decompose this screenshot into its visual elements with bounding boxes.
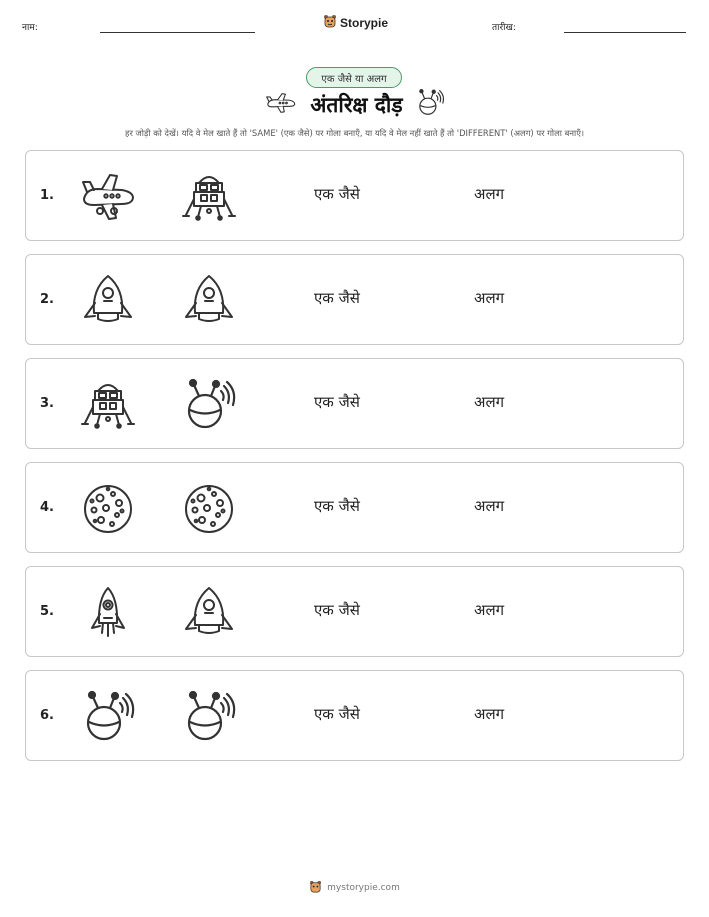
instructions: हर जोड़ी को देखें। यदि वे मेल खाते हैं तो 'SAME' (एक जैसे) पर गोला बनाएँ, या यदि वे मेल नहीं खाते हैं तो 'DIFFERENT' (अलग) पर गोला बनाएँ। [125, 128, 584, 138]
slim-rocket-icon [80, 585, 136, 641]
different-option[interactable]: अलग [474, 393, 505, 411]
question-number: 4. [40, 500, 54, 515]
moon-icon [181, 481, 237, 537]
same-option[interactable]: एक जैसे [314, 393, 360, 411]
storypie-logo-icon [323, 13, 337, 32]
rocket-icon [181, 273, 237, 329]
different-option[interactable]: अलग [474, 601, 505, 619]
rocket-icon [80, 273, 136, 329]
question-number: 2. [40, 292, 54, 307]
alien-satellite-icon [181, 689, 237, 745]
name-label: नाम: [22, 23, 38, 33]
different-option[interactable]: अलग [474, 497, 505, 515]
question-row [25, 254, 684, 345]
footer [0, 878, 709, 897]
moon-icon [80, 481, 136, 537]
date-label: तारीख: [492, 23, 516, 33]
brand [323, 13, 388, 32]
alien-satellite-icon [181, 377, 237, 433]
question-number: 5. [40, 604, 54, 619]
question-number: 6. [40, 708, 54, 723]
airplane-icon [264, 92, 298, 118]
worksheet-type-badge: एक जैसे या अलग [306, 67, 402, 88]
airplane-icon [80, 169, 136, 225]
lunar-lander-icon [80, 377, 136, 433]
same-option[interactable]: एक जैसे [314, 497, 360, 515]
question-number: 3. [40, 396, 54, 411]
same-option[interactable]: एक जैसे [314, 601, 360, 619]
same-option[interactable]: एक जैसे [314, 185, 360, 203]
question-row [25, 358, 684, 449]
storypie-logo-icon [309, 878, 322, 897]
date-line[interactable] [564, 32, 686, 33]
different-option[interactable]: अलग [474, 289, 505, 307]
question-row [25, 670, 684, 761]
alien-satellite-icon [415, 88, 445, 122]
footer-url[interactable]: mystorypie.com [327, 882, 400, 893]
different-option[interactable]: अलग [474, 705, 505, 723]
rocket-icon [181, 585, 237, 641]
same-option[interactable]: एक जैसे [314, 705, 360, 723]
page-title: अंतरिक्ष दौड़ [310, 93, 403, 117]
question-row [25, 150, 684, 241]
lunar-lander-icon [181, 169, 237, 225]
different-option[interactable]: अलग [474, 185, 505, 203]
alien-satellite-icon [80, 689, 136, 745]
same-option[interactable]: एक जैसे [314, 289, 360, 307]
name-line[interactable] [100, 32, 255, 33]
brand-name: Storypie [340, 15, 389, 30]
question-row [25, 566, 684, 657]
question-row [25, 462, 684, 553]
title-row [0, 88, 709, 122]
question-number: 1. [40, 188, 54, 203]
